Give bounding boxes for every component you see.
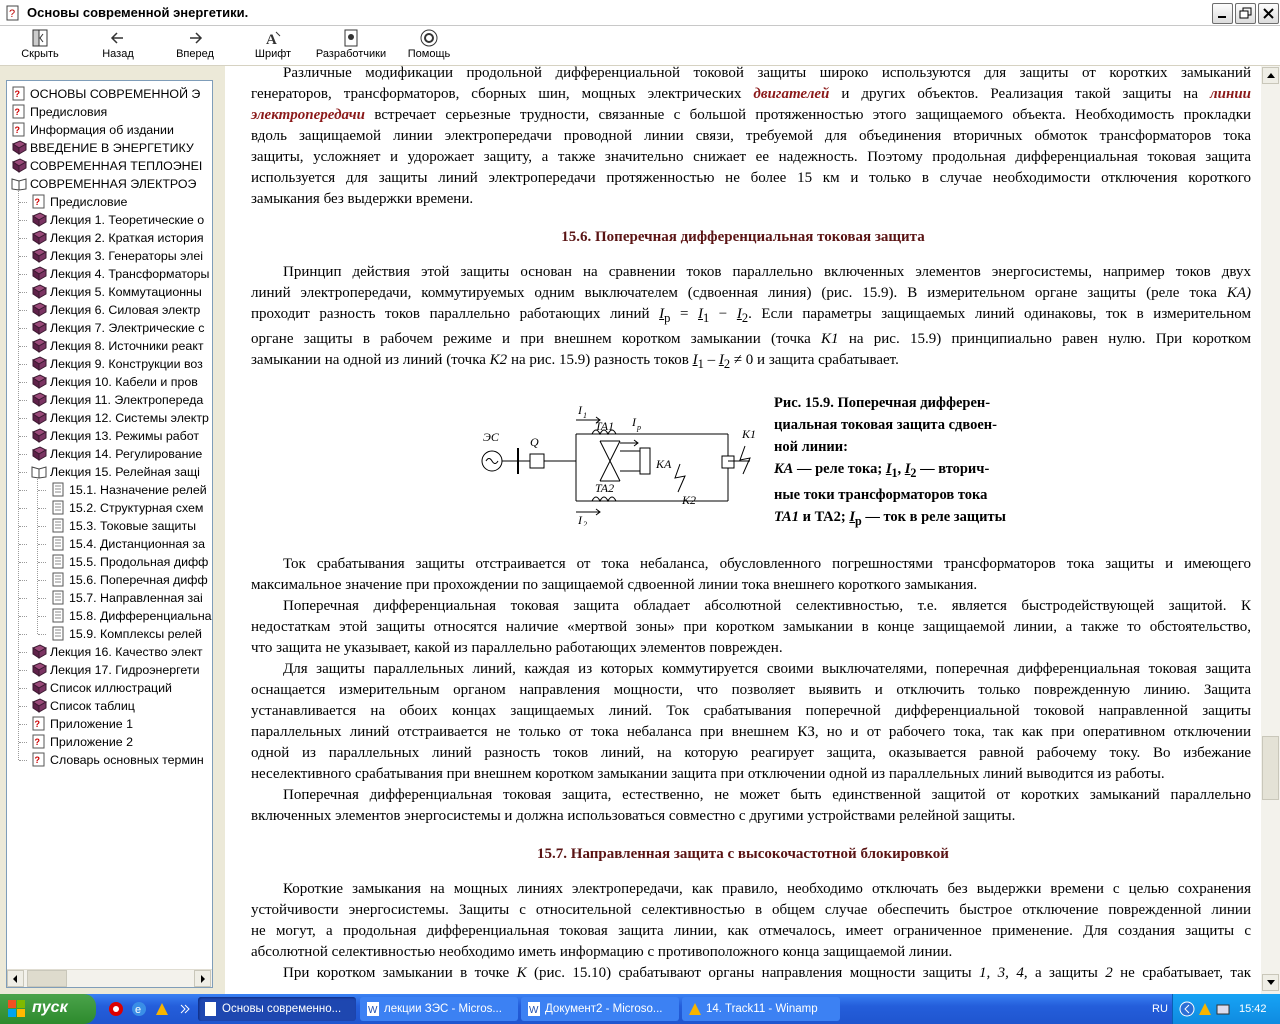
tree-item[interactable]: Список таблиц (31, 697, 135, 715)
figure-15-9-diagram (480, 396, 770, 526)
title-bar (0, 0, 1280, 26)
tree-connector (19, 724, 27, 725)
tree-item[interactable]: Лекция 12. Системы электр (31, 409, 209, 427)
book-icon (31, 212, 47, 227)
tree-item[interactable]: 15.3. Токовые защиты (50, 517, 196, 535)
svg-text:e: e (135, 1004, 142, 1016)
tree-item[interactable]: ? Предисловия (11, 103, 107, 121)
tree-connector (19, 760, 27, 761)
document-icon (50, 536, 66, 551)
tree-connector (19, 310, 27, 311)
pane-splitter[interactable] (213, 66, 225, 994)
font-button[interactable]: A Шрифт (254, 28, 292, 64)
page-icon (11, 122, 27, 137)
svg-text:W: W (529, 1005, 539, 1016)
breaker-q (530, 454, 544, 468)
tree-connector (19, 472, 27, 473)
book-icon (31, 644, 47, 659)
hide-icon (29, 28, 51, 48)
tree-item[interactable]: 15.7. Направленная заі (50, 589, 203, 607)
task-button-word-1[interactable]: W лекции ЗЭС - Micros... (360, 997, 518, 1021)
close-button[interactable] (1258, 3, 1279, 24)
tree-item[interactable]: Лекция 6. Силовая электр (31, 301, 200, 319)
winamp-icon (687, 1001, 703, 1017)
svg-text:?: ? (34, 719, 40, 729)
help-icon (418, 28, 440, 48)
paragraph-intro: Различные модификации продольной дифференциальной токовой защиты широко используются для защиты от коротких замыканий генераторов, трансформаторов, сборных шин, мощных электрических двигателей и других объектов. Реализация такой защиты на линии электропередачи встречает серьезные трудности, связанные с большой протяженностью этого защищаемого объекта. Необходимость прокладки вдоль защищаемой линии электропередачи проводной линии связи, требуемой для объединения вторичных обмоток трансформаторов тока защиты, усложняет и удорожает защиту, а также значительно снижает ее надежность. Поэтому продольная дифференциальная токовая защита используется для защиты линий электропередачи протяженностью не более 15 км и только в случае необходимости отключения короткого замыкания без выдержки времени. (251, 66, 1252, 207)
tree-connector (19, 238, 27, 239)
clock: 15:42 (1239, 1003, 1267, 1015)
tree-connector (19, 562, 27, 563)
tree-connector (19, 418, 27, 419)
tree-connector (38, 526, 46, 527)
svg-text:I: I (578, 403, 582, 417)
paragraph-principle: Принцип действия этой защиты основан на сравнении токов параллельно включенных элементов энергосистемы, например токов двух линий электропередачи, коммутируемых одним выключателем (сдвоенная линия) (рис. 15.9). В измерительном органе защиты (реле тока КА) проходит разность токов параллельно работающих линий $I_р = I_1 - I_2$. Если параметры защищаемых линий одинаковы, ток в измерительном органе защиты в рабочем режиме и при внешнем коротком замыкании (точка K1 на рис. 15.9) принципиально равен нулю. При коротком замыкании на одной из линий (точка K2 на рис. 15.9) разность токов $I_1 - I_2 \ne 0$ и защита срабатывает. (251, 264, 1252, 371)
start-button[interactable]: пуск (0, 994, 96, 1024)
taskbar (0, 994, 1280, 1024)
arrow-down-icon (1263, 975, 1278, 990)
tree-connector (38, 544, 46, 545)
tree-item[interactable]: Лекция 16. Качество элект (31, 643, 203, 661)
tree-item[interactable]: Лекция 4. Трансформаторы (31, 265, 209, 283)
tree-item[interactable]: Лекция 17. Гидроэнергети (31, 661, 200, 679)
label-k1: K1 (742, 427, 757, 441)
forward-button[interactable]: Вперед (174, 28, 216, 64)
tree-connector (19, 292, 27, 293)
document-icon (50, 482, 66, 497)
document-icon (50, 554, 66, 569)
tray-network-icon[interactable] (1215, 1001, 1231, 1017)
help-app-icon (203, 1001, 219, 1017)
book-icon (31, 338, 47, 353)
book-icon (31, 302, 47, 317)
tree-item[interactable]: 15.6. Поперечная дифф (50, 571, 208, 589)
contents-tree (7, 81, 212, 969)
label-ka: KA (656, 457, 672, 471)
link-elektroperedachi[interactable]: электропередачи (251, 107, 366, 123)
tree-item[interactable]: Лекция 2. Краткая история (31, 229, 204, 247)
tree-connector (19, 526, 27, 527)
tree-item[interactable]: ВВЕДЕНИЕ В ЭНЕРГЕТИКУ (11, 139, 194, 157)
label-ta2: TA2 (595, 481, 615, 495)
tree-item[interactable]: Лекция 1. Теоретические о (31, 211, 204, 229)
paragraph-trip-current: Ток срабатывания защиты отстраивается от тока небаланса, обусловленного погрешностями трансформаторов тока защиты и имеющего максимальное значение при прохождении по защищаемой сдвоенной линии тока внешнего короткого замыкания. Поперечная дифференциальная токовая защита обладает абсолютной селективностью, т.е. является быстродействующей защитой. К недостаткам этой защиты относятся наличие «мертвой зоны» при коротком замыкании в конце защищаемой линии, а также то обстоятельство, что защита не указывает, какой из параллельно работающих элементов поврежден. Для защиты параллельных линий, каждая из которых коммутируется своими выключателями, поперечная дифференциальная токовая защита оснащается измерительным органом направления мощности, что позволяет выявить и отключить только поврежденную линию. Защита устанавливается на обоих концах защищаемых линий. Ток срабатывания поперечной дифференциальной токовой направленной защиты параллельных линий отстраивается не только от тока небаланса при внешнем КЗ, но и от рабочего тока, так как при оперативном отключении одной из параллельных линий разность токов линий, на которую реагирует защита, оказывается равной рабочему току. Во избежание неселективного срабатывания при внешнем коротком замыкании защита при отключении одной из параллельных линий выводится из работы. Поперечная дифференциальная токовая защита, естественно, не может быть единственной защитой от коротких замыканий параллельно включенных элементов энергосистемы и должна использоваться совместно с другими устройствами релейной защиты. (251, 556, 1251, 824)
label-k2: K2 (682, 493, 697, 507)
svg-text:?: ? (14, 107, 20, 117)
label-es: ЭС (483, 430, 499, 444)
figure-caption: Рис. 15.9. Поперечная дифферен- циальная токовая защита сдвоен- ной линии: KA — реле тока; $I_1$, $I_2$ — вторич- ные токи трансформаторов тока TA1 и TA2; $I_р$ — ток в реле защиты (774, 395, 1006, 528)
help-button[interactable]: Помощь (406, 28, 452, 64)
open-book-icon (11, 176, 27, 191)
tree-item[interactable]: ? Словарь основных термин (31, 751, 204, 769)
fault-k2-symbol (675, 464, 685, 492)
document-icon (50, 626, 66, 641)
relay-ka (640, 448, 650, 474)
svg-text:?: ? (34, 737, 40, 747)
scroll-down-button[interactable] (1262, 974, 1279, 991)
scroll-right-button[interactable] (194, 970, 211, 987)
quicklaunch-winamp-icon[interactable] (154, 1001, 170, 1017)
tree-item[interactable]: ? Предисловие (31, 193, 127, 211)
tree-connector (19, 436, 27, 437)
section-heading-15-6: 15.6. Поперечная дифференциальная токовая защита (561, 229, 925, 245)
page-icon (31, 734, 47, 749)
tree-item[interactable]: Лекция 7. Электрические с (31, 319, 204, 337)
tree-connector (19, 364, 27, 365)
tree-connector (19, 742, 27, 743)
book-icon (31, 680, 47, 695)
system-tray (1172, 994, 1280, 1024)
book-icon (31, 356, 47, 371)
arrow-right-icon (195, 971, 210, 986)
paragraph-hf-blocking: Короткие замыкания на мощных линиях электропередачи, как правило, необходимо отключать без выдержки времени с целью сохранения устойчивости энергосистемы. Защиты с относительной селективностью в общем случае обеспечить быстрое отключение поврежденной линии не могут, а продольная дифференциальная токовая защита линии, как отмечалось, имеет ограниченное применение. Для создания защиты с абсолютной селективностью необходимо иметь информацию с противоположного конца защищаемой линии. При коротком замыкании в точке K (рис. 15.10) срабатывают органы направления мощности защиты 1, 3, 4, а защиты 2 не срабатывает, так (251, 881, 1252, 981)
quicklaunch-opera-icon[interactable] (108, 1001, 124, 1017)
tree-connector (19, 634, 27, 635)
fault-k1-symbol (740, 446, 750, 474)
document-icon (50, 518, 66, 533)
tree-connector (19, 508, 27, 509)
tree-item[interactable]: Лекция 5. Коммутационны (31, 283, 202, 301)
tree-connector (19, 580, 27, 581)
svg-text:2: 2 (583, 520, 587, 526)
tree-item[interactable]: СОВРЕМЕННАЯ ТЕПЛОЭНЕІ (11, 157, 202, 175)
contents-tree-panel (6, 80, 213, 988)
label-q: Q (530, 435, 539, 449)
tree-item[interactable]: 15.8. Дифференциальна (50, 607, 212, 625)
minimize-icon (1213, 4, 1232, 23)
back-button[interactable]: Назад (98, 28, 138, 64)
content-area (225, 66, 1261, 994)
page-icon (31, 716, 47, 731)
quicklaunch-expand-icon[interactable] (178, 1001, 192, 1017)
document-icon (50, 608, 66, 623)
page-icon (11, 104, 27, 119)
transformer-ta2 (592, 497, 616, 501)
forward-arrow-icon (184, 28, 206, 48)
tree-item[interactable]: ? Приложение 1 (31, 715, 133, 733)
tree-connector (38, 562, 46, 563)
word-doc-icon (526, 1001, 542, 1017)
task-button-winamp[interactable]: 14. Track11 - Winamp (682, 997, 840, 1021)
book-icon (31, 392, 47, 407)
task-button-word-2[interactable]: W Документ2 - Microso... (521, 997, 679, 1021)
svg-text:1: 1 (583, 411, 587, 420)
svg-text:?: ? (34, 755, 40, 765)
page-icon (31, 194, 47, 209)
tree-item[interactable]: 15.4. Дистанционная за (50, 535, 205, 553)
book-icon (11, 140, 27, 155)
book-icon (31, 266, 47, 281)
tree-item[interactable]: Лекция 10. Кабели и пров (31, 373, 198, 391)
svg-text:р: р (637, 423, 641, 432)
link-dvigateli[interactable]: двигателей (753, 86, 830, 102)
tray-arrow-icon[interactable] (1179, 1001, 1195, 1017)
book-icon (31, 698, 47, 713)
tree-item[interactable]: Лекция 14. Регулирование (31, 445, 202, 463)
tree-connector (38, 634, 46, 635)
svg-text:?: ? (34, 197, 40, 207)
scroll-up-button[interactable] (1262, 67, 1279, 84)
tree-item[interactable]: 15.5. Продольная дифф (50, 553, 208, 571)
hide-button[interactable]: Скрыть (18, 28, 62, 64)
scroll-thumb-vertical[interactable] (1262, 736, 1279, 800)
tree-item[interactable]: Лекция 8. Источники реакт (31, 337, 204, 355)
svg-text:I: I (632, 415, 636, 429)
breaker-right (722, 456, 734, 468)
close-icon (1259, 4, 1278, 23)
tree-connector (38, 580, 46, 581)
tree-connector (19, 652, 27, 653)
tree-connector (19, 400, 27, 401)
developers-button[interactable]: Разработчики (314, 28, 388, 64)
book-icon (31, 428, 47, 443)
section-heading-15-7: 15.7. Направленная защита с высокочастотной блокировкой (537, 846, 949, 862)
tree-connector (19, 220, 27, 221)
tree-item[interactable]: СОВРЕМЕННАЯ ЭЛЕКТРОЭ (11, 175, 196, 193)
tree-connector (19, 256, 27, 257)
tree-item[interactable]: Лекция 9. Конструкции воз (31, 355, 203, 373)
tree-item[interactable]: ? Информация об издании (11, 121, 174, 139)
tree-connector (19, 706, 27, 707)
tree-item[interactable]: Лекция 15. Релейная защі (31, 463, 200, 481)
book-icon (11, 158, 27, 173)
tree-item[interactable]: ? Приложение 2 (31, 733, 133, 751)
tree-connector (18, 191, 19, 760)
svg-text:?: ? (9, 8, 16, 20)
tree-connector (19, 346, 27, 347)
tree-horizontal-scrollbar[interactable] (7, 969, 212, 987)
tree-item[interactable]: 15.1. Назначение релей (50, 481, 207, 499)
document-icon (50, 500, 66, 515)
tree-connector (19, 382, 27, 383)
document-icon (50, 572, 66, 587)
book-icon (31, 446, 47, 461)
tray-winamp-icon[interactable] (1197, 1001, 1213, 1017)
book-icon (31, 230, 47, 245)
book-icon (31, 410, 47, 425)
tree-connector (38, 598, 46, 599)
book-icon (31, 662, 47, 677)
svg-text:A: A (266, 32, 277, 48)
back-arrow-icon (107, 28, 129, 48)
link-linii[interactable]: линии (1209, 86, 1252, 102)
svg-text:W: W (368, 1005, 378, 1016)
tree-connector (38, 616, 46, 617)
tree-connector (19, 688, 27, 689)
svg-text:?: ? (14, 125, 20, 135)
tree-connector (19, 544, 27, 545)
scroll-left-button[interactable] (7, 970, 24, 987)
label-ta1: TA1 (595, 419, 615, 433)
tree-connector (38, 490, 46, 491)
quicklaunch-ie-icon[interactable] (131, 1001, 147, 1017)
word-doc-icon (365, 1001, 381, 1017)
language-indicator[interactable]: RU (1152, 1003, 1168, 1015)
tree-connector (19, 274, 27, 275)
restore-icon (1236, 4, 1255, 23)
windows-logo-icon (8, 1000, 26, 1018)
book-icon (31, 248, 47, 263)
tree-connector (19, 598, 27, 599)
tree-connector (37, 479, 38, 634)
tree-item[interactable]: 15.2. Структурная схем (50, 499, 203, 517)
book-icon (31, 374, 47, 389)
book-icon (31, 284, 47, 299)
page-icon (31, 752, 47, 767)
developers-icon (340, 28, 362, 48)
tree-item[interactable]: Список иллюстраций (31, 679, 172, 697)
window-title: Основы современной энергетики. (27, 5, 249, 20)
minimize-button[interactable] (1212, 3, 1233, 24)
tree-item[interactable]: Лекция 11. Электропереда (31, 391, 203, 409)
tree-connector (19, 490, 27, 491)
tree-connector (19, 328, 27, 329)
font-icon (262, 28, 284, 48)
content-vertical-scrollbar[interactable] (1261, 66, 1280, 994)
tree-connector (38, 508, 46, 509)
help-app-icon (5, 5, 21, 21)
document-icon (50, 590, 66, 605)
tree-item[interactable]: 15.9. Комплексы релей (50, 625, 202, 643)
page-icon (11, 86, 27, 101)
tree-connector (19, 202, 27, 203)
svg-text:I: I (578, 513, 582, 526)
tree-item[interactable]: Лекция 13. Режимы работ (31, 427, 199, 445)
tree-connector (19, 454, 27, 455)
tree-item[interactable]: ? ОСНОВЫ СОВРЕМЕННОЙ Э (11, 85, 200, 103)
scroll-thumb[interactable] (27, 970, 67, 987)
svg-text:?: ? (14, 89, 20, 99)
arrow-left-icon (8, 971, 23, 986)
arrow-up-icon (1263, 68, 1278, 83)
book-icon (31, 320, 47, 335)
open-book-icon (31, 464, 47, 479)
tree-connector (19, 670, 27, 671)
toolbar (0, 26, 1280, 66)
maximize-button[interactable] (1235, 3, 1256, 24)
tree-connector (19, 616, 27, 617)
tree-item[interactable]: Лекция 3. Генераторы элеі (31, 247, 203, 265)
task-button-active[interactable]: Основы современно... (198, 997, 356, 1021)
